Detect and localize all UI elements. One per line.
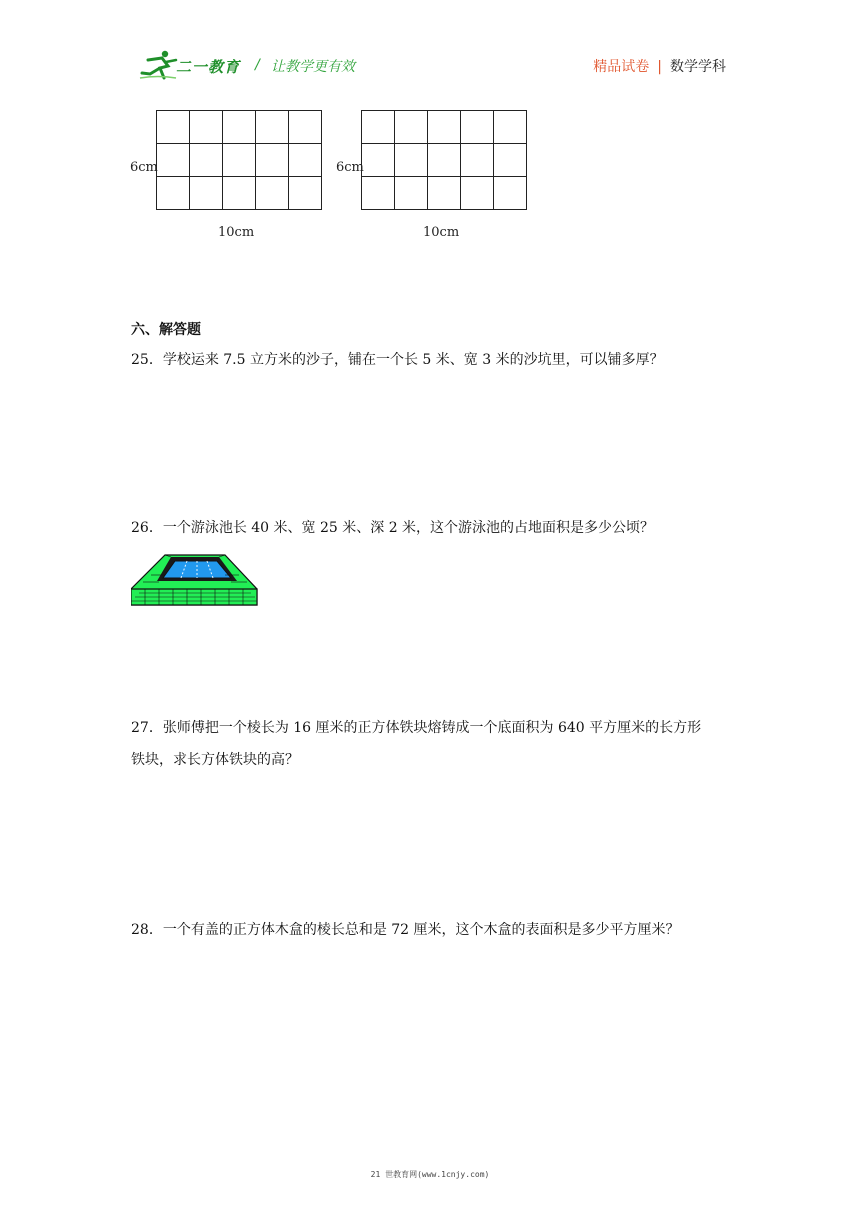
- runner-logo-icon: [138, 48, 178, 82]
- question-28: 28．一个有盖的正方体木盒的棱长总和是 72 厘米，这个木盒的表面积是多少平方厘米？: [131, 922, 680, 938]
- question-27-line-1: 27．张师傅把一个棱长为 16 厘米的正方体铁块熔铸成一个底面积为 640 平方厘米的长方形: [131, 720, 702, 736]
- bottom-label-left: 10cm: [218, 225, 255, 240]
- header-right: [593, 56, 726, 76]
- question-27-line-2: 铁块，求长方体铁块的高？: [131, 752, 299, 768]
- grid-figure-left: [156, 110, 322, 210]
- footer-source: 21 世教育网(www.1cnjy.com): [370, 1170, 490, 1179]
- grid-right: [361, 110, 527, 210]
- swimming-pool-image: [131, 549, 259, 607]
- header-right-separator: |: [657, 59, 662, 75]
- grid-left: [156, 110, 322, 210]
- question-26: 26．一个游泳池长 40 米、宽 25 米、深 2 米，这个游泳池的占地面积是多少公顷？: [131, 520, 655, 536]
- section-title: 六、解答题: [131, 322, 201, 338]
- side-label-right: 6cm: [336, 160, 364, 175]
- header-divider: /: [255, 57, 260, 73]
- bottom-label-right: 10cm: [423, 225, 460, 240]
- side-label-left: 6cm: [130, 160, 158, 175]
- grid-figure-right: [361, 110, 527, 210]
- question-27: [131, 712, 741, 776]
- question-25: 25．学校运来 7.5 立方米的沙子，铺在一个长 5 米、宽 3 米的沙坑里，可以铺多厚？: [131, 352, 664, 368]
- brand-name: 二一教育: [176, 58, 241, 76]
- paper-type-label: 精品试卷: [593, 59, 650, 75]
- subject-label: 数学学科: [670, 59, 726, 75]
- brand-slogan: 让教学更有效: [271, 59, 355, 75]
